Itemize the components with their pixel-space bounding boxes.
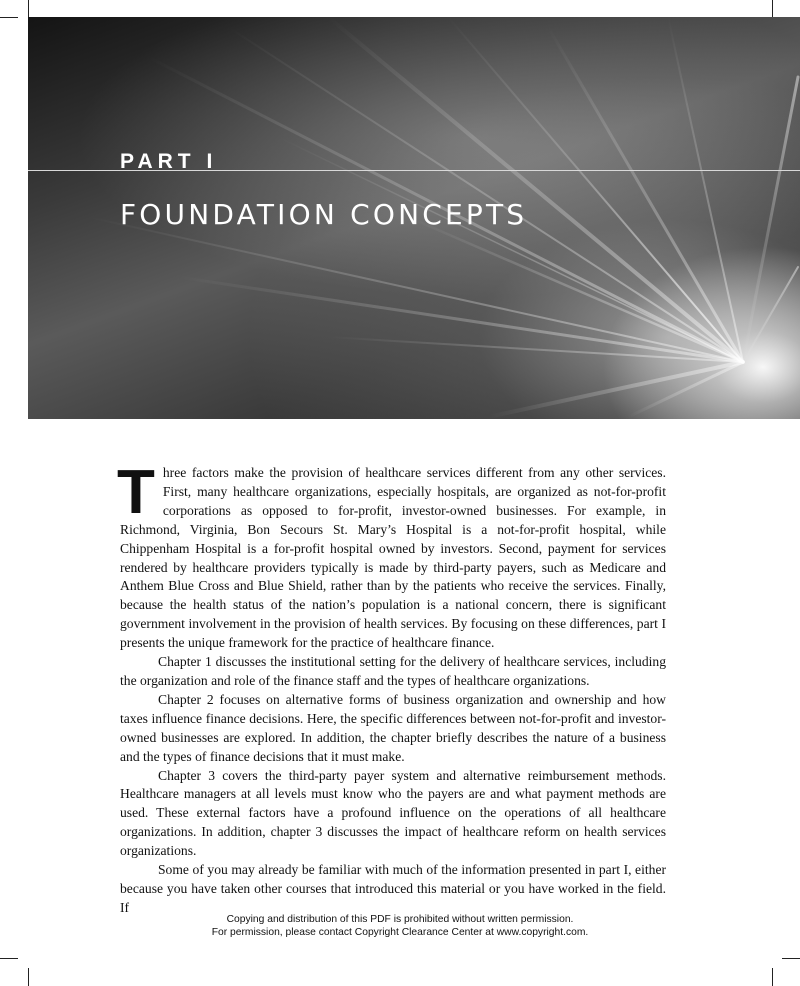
- copyright-footer: [0, 913, 800, 939]
- crop-mark: [0, 958, 18, 959]
- part-banner: [28, 17, 800, 419]
- crop-mark: [772, 0, 773, 18]
- crop-mark: [28, 968, 29, 986]
- paragraph: Some of you may already be familiar with much of the information presented in part I, either because you have taken other courses that introduced this material or you have worked in the field. If: [120, 862, 666, 915]
- paragraph: Chapter 3 covers the third-party payer system and alternative reimbursement methods. Healthcare managers at all levels must know who the payers are and what payment methods are used. These external factors have a profound influence on the operations of all healthcare organizations. In addition, chapter 3 discusses the impact of healthcare reform on health services organizations.: [120, 767, 666, 859]
- paragraph-text: hree factors make the provision of healthcare services different from any other services. First, many healthcare organizations, especially hospitals, are organized as not-for-profit corporations as opposed to for-profit, investor-owned businesses. For example, in Richmond, Virginia, Bon Secours St. Mary’s Hospital is a not-for-profit hospital, while Chippenham Hospital is a for-profit hospital owned by investors. Second, payment for services rendered by healthcare providers typically is made by third-party payers, such as Medicare and Anthem Blue Cross and Blue Shield, rather than by the patients who receive the services. Finally, because the health status of the nation’s population is a national concern, there is significant government involvement in the provision of health services. By focusing on these differences, part I presents the unique framework for the practice of healthcare finance.: [120, 465, 666, 651]
- footer-line: Copying and distribution of this PDF is prohibited without written permission.: [226, 914, 574, 925]
- paragraph: Chapter 1 discusses the institutional setting for the delivery of healthcare services, including the organization and role of the finance staff and the types of healthcare organizations.: [120, 654, 666, 688]
- part-label: PART I: [120, 150, 218, 173]
- crop-mark: [772, 968, 773, 986]
- paragraph: [117, 458, 666, 653]
- part-title: FOUNDATION CONCEPTS: [120, 198, 528, 231]
- crop-mark: [0, 17, 18, 18]
- crop-mark: [28, 0, 29, 18]
- drop-cap: T: [117, 458, 155, 527]
- body-text: [117, 458, 666, 918]
- crop-mark: [782, 958, 800, 959]
- paragraph: Chapter 2 focuses on alternative forms of business organization and ownership and how taxes influence finance decisions. Here, the specific differences between not-for-profit and investor-owned businesses are explored. In addition, the chapter briefly describes the nature of a business and the types of finance decisions that it must make.: [120, 691, 666, 764]
- footer-line: For permission, please contact Copyright Clearance Center at www.copyright.com.: [211, 927, 589, 938]
